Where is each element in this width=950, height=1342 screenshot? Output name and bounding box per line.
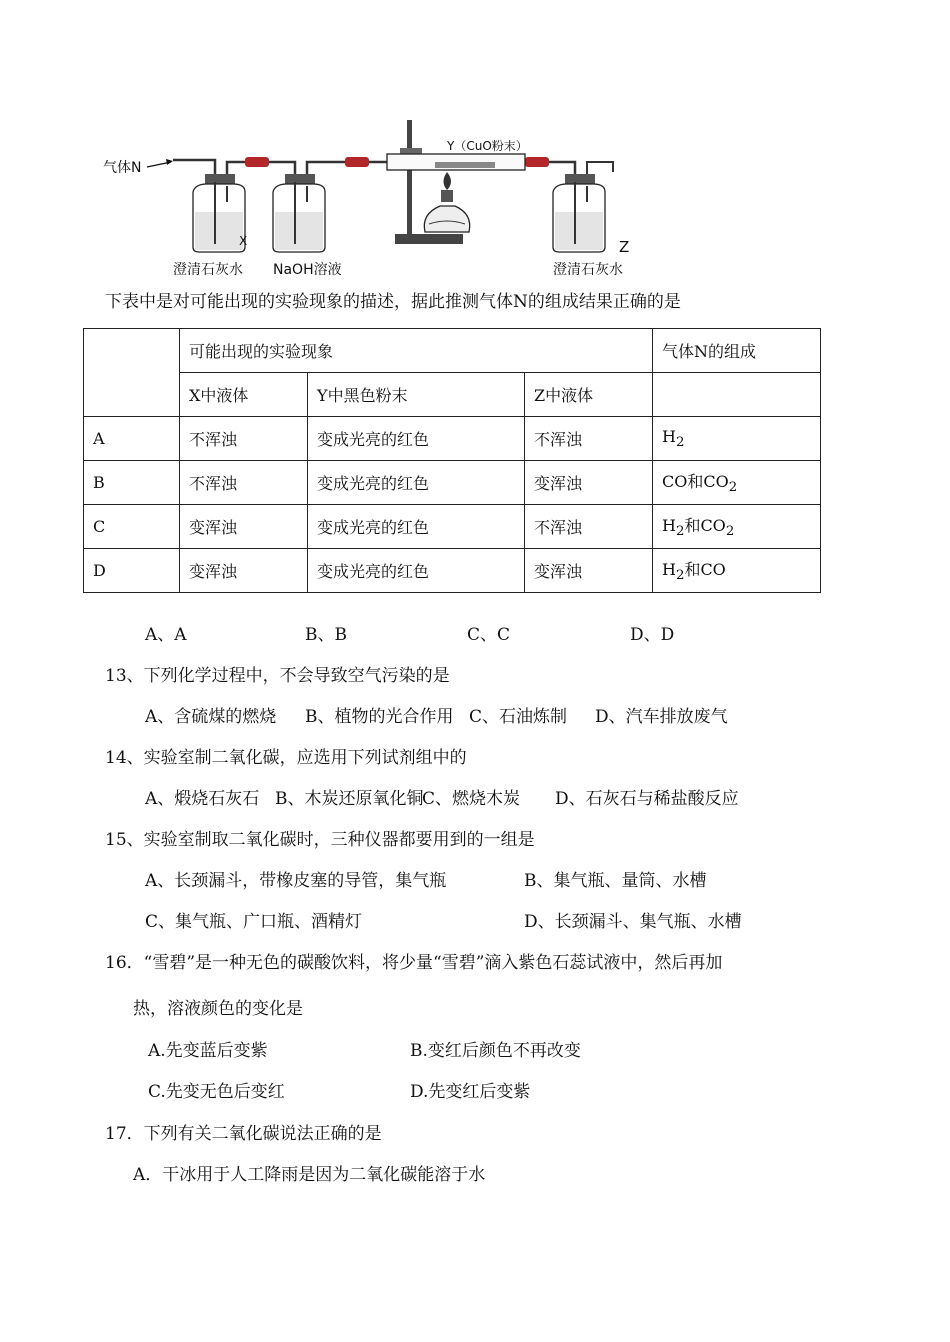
option-c: C.先变无色后变红 <box>148 1082 285 1102</box>
q16-stem-line1: 16．“雪碧”是一种无色的碳酸饮料，将少量“雪碧”滴入紫色石蕊试液中，然后再加 <box>105 953 723 973</box>
rubber-connector-2 <box>345 157 369 167</box>
q13-stem: 13、下列化学过程中，不会导致空气污染的是 <box>105 666 450 686</box>
cell-x: 变浑浊 <box>180 549 308 593</box>
col-header-x: X中液体 <box>180 373 308 417</box>
q14-stem: 14、实验室制二氧化碳，应选用下列试剂组中的 <box>105 748 467 768</box>
cell-y: 变成光亮的红色 <box>308 417 525 461</box>
option-d: D、长颈漏斗、集气瓶、水槽 <box>524 912 742 932</box>
option-d: D、石灰石与稀盐酸反应 <box>555 789 739 809</box>
bottle-naoh <box>273 174 325 252</box>
cell-z: 不浑浊 <box>525 505 653 549</box>
option-b: B、B <box>305 625 347 645</box>
cell-composition: $H_2$ <box>653 417 821 461</box>
gas-arrow-head <box>166 159 173 165</box>
row-label: A <box>84 417 180 461</box>
table-corner-cell <box>84 329 180 417</box>
option-b: B.变红后颜色不再改变 <box>410 1041 581 1061</box>
option-b: B、木炭还原氧化铜 <box>275 789 424 809</box>
option-a: A、长颈漏斗，带橡皮塞的导管，集气瓶 <box>145 871 447 891</box>
option-c: C、C <box>467 625 511 645</box>
cell-composition: $H_2$和$CO_2$ <box>653 505 821 549</box>
option-d: D、汽车排放废气 <box>595 707 728 727</box>
question-intro: 下表中是对可能出现的实验现象的描述，据此推测气体N的组成结果正确的是 <box>105 292 681 312</box>
option-c: C、石油炼制 <box>469 707 568 727</box>
cell-composition: $H_2$和CO <box>653 549 821 593</box>
bottle-z <box>553 174 605 252</box>
tube-y-label: Y（CuO粉末） <box>447 139 528 153</box>
cell-z: 不浑浊 <box>525 417 653 461</box>
bottle1-caption: 澄清石灰水 <box>173 262 243 278</box>
row-label: B <box>84 461 180 505</box>
cell-y: 变成光亮的红色 <box>308 549 525 593</box>
cell-x: 不浑浊 <box>180 461 308 505</box>
option-d: D.先变红后变紫 <box>410 1082 531 1102</box>
bottle-z-label: Z <box>619 238 630 256</box>
cell-composition: CO和$CO_2$ <box>653 461 821 505</box>
cell-z: 变浑浊 <box>525 461 653 505</box>
bottle-x <box>193 174 248 252</box>
q17-stem: 17．下列有关二氧化碳说法正确的是 <box>105 1124 382 1144</box>
table-row <box>84 461 821 505</box>
option-c: C、燃烧木炭 <box>422 789 521 809</box>
bottle-x-label: X <box>239 234 248 248</box>
gas-n-label: 气体N <box>103 160 142 176</box>
alcohol-burner <box>424 172 469 232</box>
option-a: A、含硫煤的燃烧 <box>145 707 277 727</box>
option-c: C、集气瓶、广口瓶、酒精灯 <box>145 912 363 932</box>
row-label: D <box>84 549 180 593</box>
cell-x: 变浑浊 <box>180 505 308 549</box>
results-table <box>83 328 821 593</box>
q16-stem-line2: 热，溶液颜色的变化是 <box>133 999 303 1019</box>
option-a: A.先变蓝后变紫 <box>148 1041 268 1061</box>
bottle3-caption: 澄清石灰水 <box>553 262 623 278</box>
cell-z: 变浑浊 <box>525 549 653 593</box>
q17-option-a: A．干冰用于人工降雨是因为二氧化碳能溶于水 <box>133 1165 486 1185</box>
cell-y: 变成光亮的红色 <box>308 505 525 549</box>
header-phenomena: 可能出现的实验现象 <box>180 329 653 373</box>
table-row <box>84 505 821 549</box>
col-header-z: Z中液体 <box>525 373 653 417</box>
option-a: A、煅烧石灰石 <box>145 789 260 809</box>
option-b: B、植物的光合作用 <box>305 707 454 727</box>
table-row <box>84 417 821 461</box>
cell-y: 变成光亮的红色 <box>308 461 525 505</box>
col-header-y: Y中黑色粉末 <box>308 373 525 417</box>
rubber-connector-1 <box>245 157 269 167</box>
q15-stem: 15、实验室制取二氧化碳时，三种仪器都要用到的一组是 <box>105 830 535 850</box>
row-label: C <box>84 505 180 549</box>
table-row <box>84 549 821 593</box>
apparatus-diagram <box>95 112 655 290</box>
header-composition: 气体N的组成 <box>653 329 821 373</box>
rubber-connector-3 <box>525 157 549 167</box>
col-header-empty <box>653 373 821 417</box>
bottle2-caption: NaOH溶液 <box>273 262 342 278</box>
cell-x: 不浑浊 <box>180 417 308 461</box>
option-d: D、D <box>630 625 675 645</box>
option-b: B、集气瓶、量筒、水槽 <box>524 871 707 891</box>
option-a: A、A <box>145 625 187 645</box>
